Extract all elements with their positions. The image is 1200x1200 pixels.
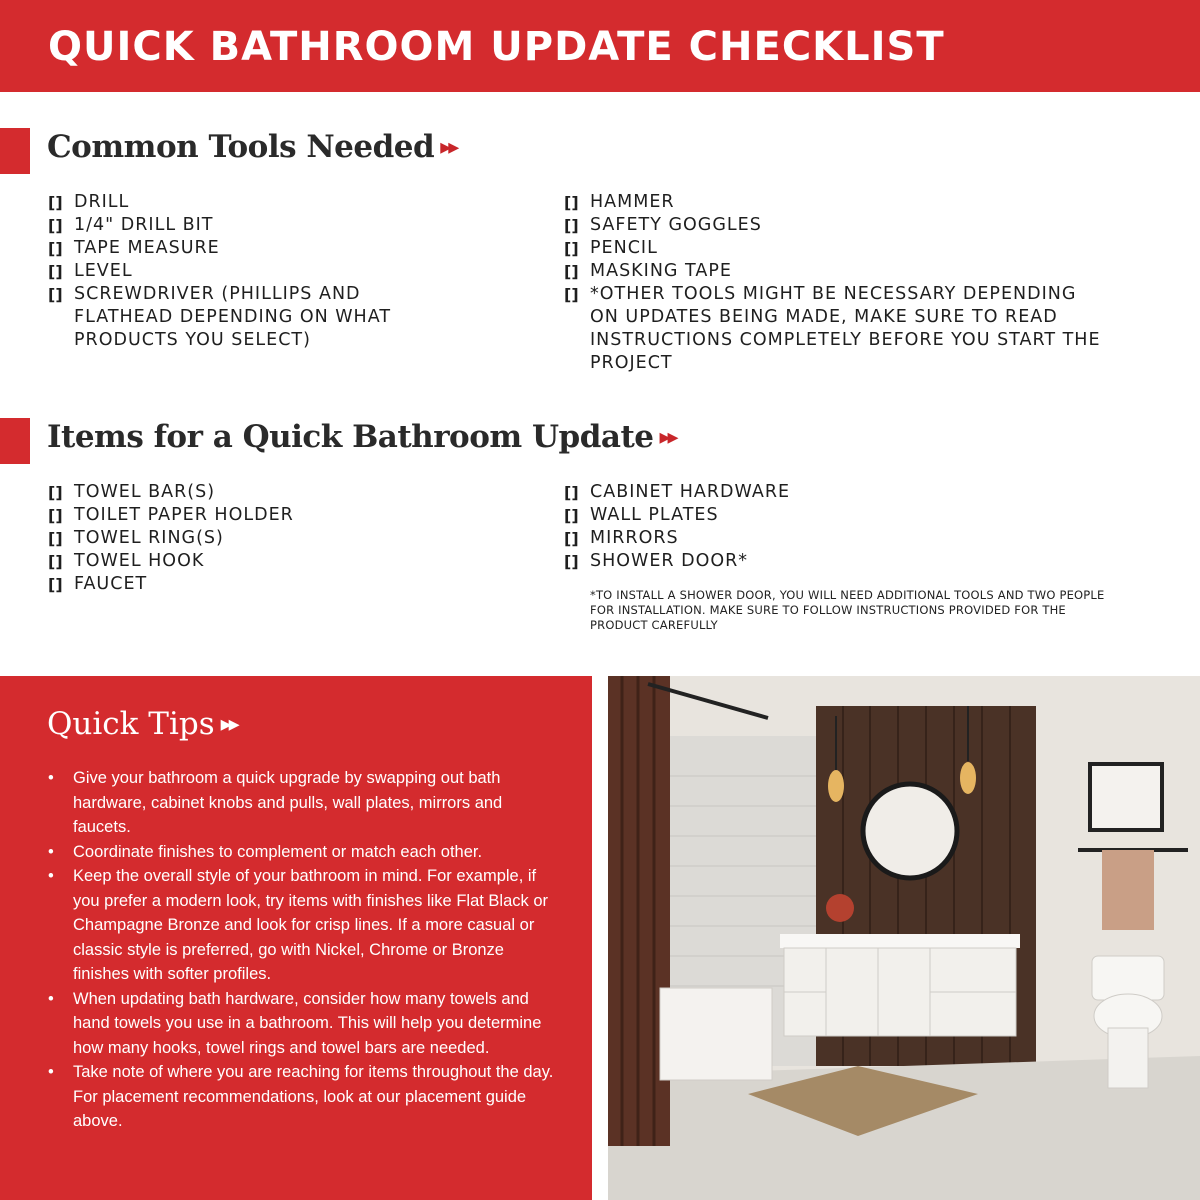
checkbox-icon[interactable]: [] (564, 483, 579, 502)
checklist-item-label: MIRRORS (590, 528, 679, 548)
tools-list-left (48, 191, 448, 352)
checklist-item-label: 1/4" DRILL BIT (74, 215, 214, 235)
checkbox-icon[interactable]: [] (48, 575, 63, 594)
checkbox-icon[interactable]: [] (564, 529, 579, 548)
checklist-item (564, 550, 1104, 573)
checkbox-icon[interactable]: [] (564, 239, 579, 258)
items-heading-text: Items for a Quick Bathroom Update (47, 419, 654, 455)
double-arrow-icon: ▸▸ (659, 424, 676, 450)
checklist-item-label: *OTHER TOOLS MIGHT BE NECESSARY DEPENDING ON UPDATES BEING MADE, MAKE SURE TO READ INSTRUCTIONS COMPLETELY BEFORE YOU START THE PROJECT (590, 284, 1101, 373)
tools-heading-text: Common Tools Needed (47, 129, 435, 165)
checklist-item (48, 550, 448, 573)
checklist-item-label: WALL PLATES (590, 505, 719, 525)
tools-heading (47, 129, 456, 165)
checkbox-icon[interactable]: [] (48, 262, 63, 281)
checklist-item-label: TOWEL BAR(S) (74, 482, 216, 502)
bathroom-illustration (608, 676, 1200, 1200)
checklist-item-label: SCREWDRIVER (PHILLIPS AND FLATHEAD DEPENDING ON WHAT PRODUCTS YOU SELECT) (74, 284, 392, 350)
shower-door-footnote: *TO INSTALL A SHOWER DOOR, YOU WILL NEED ADDITIONAL TOOLS AND TWO PEOPLE FOR INSTALLATION. MAKE SURE TO FOLLOW INSTRUCTIONS PROVIDED FOR THE PRODUCT CAREFULLY (590, 588, 1105, 632)
tip-item: • Take note of where you are reaching for items throughout the day. For placement recommendations, look at our placement guide above. (48, 1060, 563, 1134)
tools-list-right (564, 191, 1104, 375)
checklist-item-label: MASKING TAPE (590, 261, 732, 281)
tip-item: • When updating bath hardware, consider how many towels and hand towels you use in a bathroom. This will help you determine how many hooks, towel rings and towel bars are needed. (48, 987, 563, 1061)
section-marker-items (0, 418, 30, 464)
double-arrow-icon: ▸▸ (220, 712, 237, 737)
checkbox-icon[interactable]: [] (564, 552, 579, 571)
checkbox-icon[interactable]: [] (48, 193, 63, 212)
items-list-left (48, 481, 448, 596)
checklist-item (564, 527, 1104, 550)
checklist-item (48, 481, 448, 504)
checkbox-icon[interactable]: [] (48, 216, 63, 235)
checkbox-icon[interactable]: [] (48, 529, 63, 548)
checklist-item (564, 504, 1104, 527)
checkbox-icon[interactable]: [] (564, 506, 579, 525)
checklist-item (48, 283, 448, 352)
checklist-item (48, 237, 448, 260)
checkbox-icon[interactable]: [] (564, 285, 579, 304)
tips-heading (47, 706, 237, 742)
tip-item: • Give your bathroom a quick upgrade by swapping out bath hardware, cabinet knobs and pulls, wall plates, mirrors and faucets. (48, 766, 563, 840)
checkbox-icon[interactable]: [] (48, 285, 63, 304)
checklist-item-label: LEVEL (74, 261, 133, 281)
checklist-item (564, 214, 1104, 237)
checklist-item (48, 573, 448, 596)
items-list-right (564, 481, 1104, 573)
checklist-item (48, 214, 448, 237)
checkbox-icon[interactable]: [] (48, 552, 63, 571)
header-banner (0, 0, 1200, 92)
checklist-item (48, 260, 448, 283)
checklist-item-label: CABINET HARDWARE (590, 482, 791, 502)
section-marker-tools (0, 128, 30, 174)
checklist-item-label: TOWEL HOOK (74, 551, 205, 571)
checklist-item (564, 481, 1104, 504)
checkbox-icon[interactable]: [] (564, 193, 579, 212)
checkbox-icon[interactable]: [] (48, 239, 63, 258)
page-title: QUICK BATHROOM UPDATE CHECKLIST (48, 24, 945, 70)
checklist-item-label: DRILL (74, 192, 130, 212)
checklist-item-label: TOWEL RING(S) (74, 528, 224, 548)
tip-item: • Coordinate finishes to complement or match each other. (48, 840, 563, 865)
checkbox-icon[interactable]: [] (564, 262, 579, 281)
checkbox-icon[interactable]: [] (48, 506, 63, 525)
checklist-item (564, 237, 1104, 260)
checklist-item-label: SAFETY GOGGLES (590, 215, 762, 235)
double-arrow-icon: ▸▸ (440, 134, 457, 160)
checkbox-icon[interactable]: [] (48, 483, 63, 502)
checklist-item-label: FAUCET (74, 574, 148, 594)
checklist-item (48, 527, 448, 550)
tips-list (48, 766, 563, 1134)
bathroom-photo (608, 676, 1200, 1200)
tips-heading-text: Quick Tips (47, 706, 215, 742)
checklist-item (564, 283, 1104, 375)
checklist-item (48, 504, 448, 527)
checklist-item (48, 191, 448, 214)
checklist-item-label: SHOWER DOOR* (590, 551, 749, 571)
checklist-item-label: HAMMER (590, 192, 675, 212)
checkbox-icon[interactable]: [] (564, 216, 579, 235)
checklist-item-label: PENCIL (590, 238, 658, 258)
checklist-item-label: TAPE MEASURE (74, 238, 220, 258)
items-heading (47, 419, 676, 455)
checklist-item (564, 260, 1104, 283)
checklist-item-label: TOILET PAPER HOLDER (74, 505, 294, 525)
tip-item: • Keep the overall style of your bathroom in mind. For example, if you prefer a modern look, try items with finishes like Flat Black or Champagne Bronze and look for crisp lines. If a more casual or classic style is preferred, go with Nickel, Chrome or Bronze finishes with softer profiles. (48, 864, 563, 987)
checklist-item (564, 191, 1104, 214)
